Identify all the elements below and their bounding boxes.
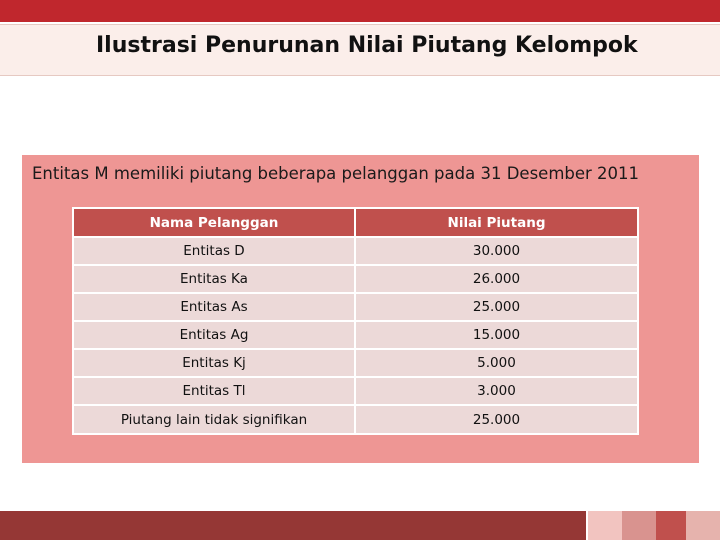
table-row <box>73 377 638 405</box>
customer-name-cell: Entitas Ka <box>73 265 355 293</box>
receivable-value-cell: 30.000 <box>355 237 638 265</box>
receivable-value-cell: 3.000 <box>355 377 638 405</box>
table-row <box>73 405 638 434</box>
receivable-value-cell: 5.000 <box>355 349 638 377</box>
receivable-value-cell: 25.000 <box>355 405 638 434</box>
table-row <box>73 293 638 321</box>
footer-bar <box>0 511 586 540</box>
customer-name-cell: Entitas Kj <box>73 349 355 377</box>
receivables-table <box>72 207 639 435</box>
table-row <box>73 321 638 349</box>
table-row <box>73 265 638 293</box>
slide-title: Ilustrasi Penurunan Nilai Piutang Kelompok <box>96 33 638 58</box>
footer-square-light <box>588 511 622 540</box>
intro-text: Entitas M memiliki piutang beberapa pelanggan pada 31 Desember 2011 <box>32 164 640 183</box>
top-accent-bar <box>0 0 720 22</box>
customer-name-cell: Entitas Tl <box>73 377 355 405</box>
table-header-row <box>73 208 638 237</box>
receivable-value-cell: 15.000 <box>355 321 638 349</box>
customer-name-cell: Entitas Ag <box>73 321 355 349</box>
receivable-value-cell: 26.000 <box>355 265 638 293</box>
column-header-receivable-value: Nilai Piutang <box>355 208 638 237</box>
customer-name-cell: Piutang lain tidak signifikan <box>73 405 355 434</box>
customer-name-cell: Entitas As <box>73 293 355 321</box>
table-row <box>73 349 638 377</box>
table-row <box>73 237 638 265</box>
footer-square-medium <box>622 511 656 540</box>
footer-square-page <box>656 511 686 540</box>
footer-square-pale <box>686 511 720 540</box>
column-header-customer-name: Nama Pelanggan <box>73 208 355 237</box>
customer-name-cell: Entitas D <box>73 237 355 265</box>
receivable-value-cell: 25.000 <box>355 293 638 321</box>
